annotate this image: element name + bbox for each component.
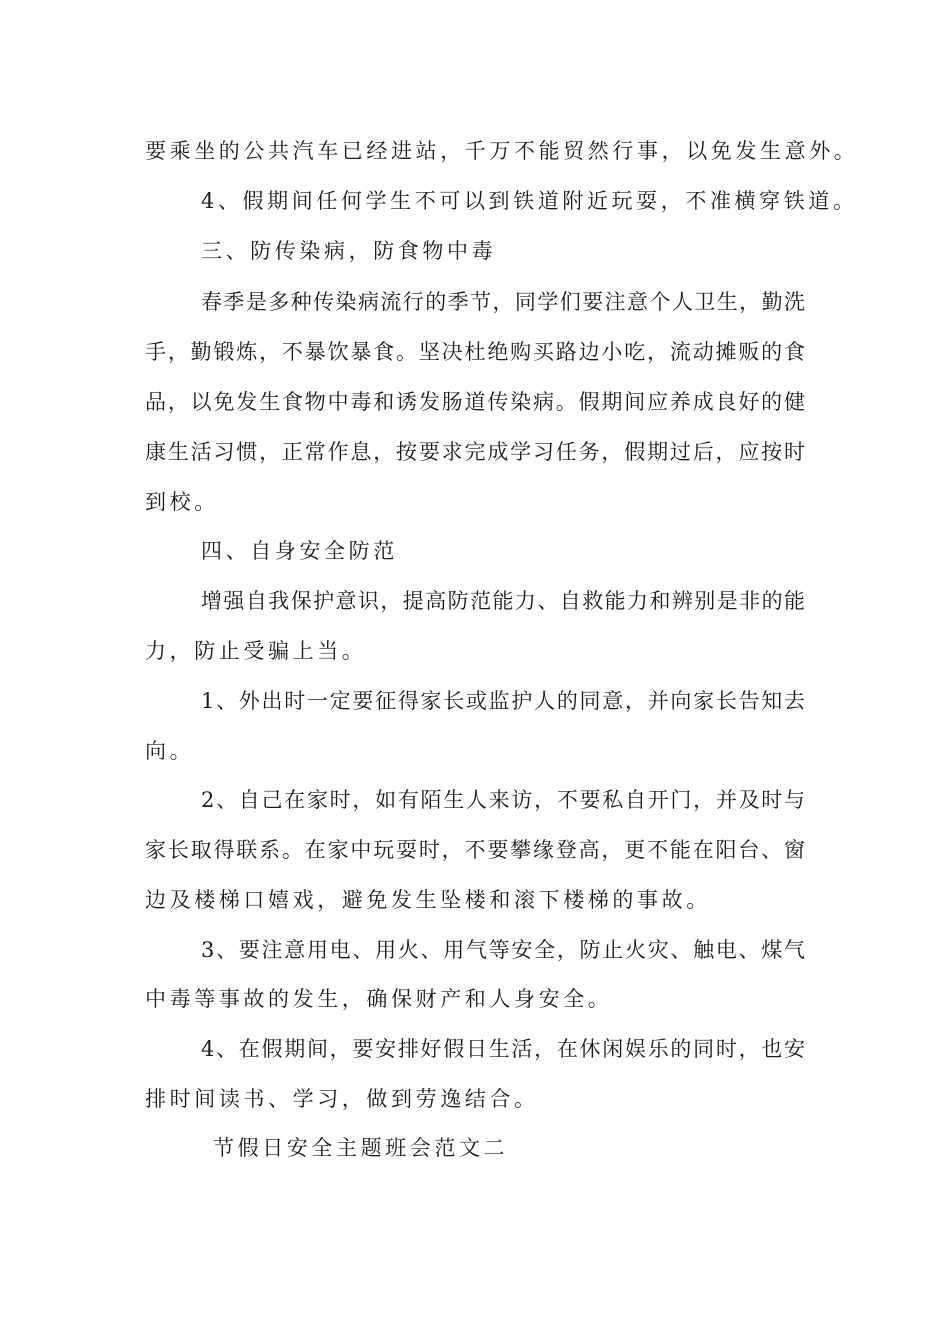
text-line: 力，防止受骗上当。 xyxy=(145,639,367,663)
text-line: 中毒等事故的发生，确保财产和人身安全。 xyxy=(145,987,613,1011)
text-line: 3、要注意用电、用火、用气等安全，防止火灾、触电、煤气 xyxy=(201,938,805,962)
document-title: 节假日安全主题班会范文二 xyxy=(213,1136,509,1160)
text-line: 家长取得联系。在家中玩耍时，不要攀缘登高，更不能在阳台、窗 xyxy=(145,838,805,862)
text-line: 要乘坐的公共汽车已经进站，千万不能贸然行事，以免发生意外。 xyxy=(145,139,859,163)
text-line: 边及楼梯口嬉戏，避免发生坠楼和滚下楼梯的事故。 xyxy=(145,888,711,912)
text-line: 增强自我保护意识，提高防范能力、自救能力和辨别是非的能 xyxy=(201,589,805,613)
text-line: 康生活习惯，正常作息，按要求完成学习任务，假期过后，应按时 xyxy=(145,440,805,464)
text-line: 手，勤锻炼，不暴饮暴食。坚决杜绝购买路边小吃，流动摊贩的食 xyxy=(145,340,805,364)
text-line: 排时间读书、学习，做到劳逸结合。 xyxy=(145,1087,539,1111)
text-line: 到校。 xyxy=(145,490,219,514)
text-line: 品，以免发生食物中毒和诱发肠道传染病。假期间应养成良好的健 xyxy=(145,390,805,414)
text-line: 4、假期间任何学生不可以到铁道附近玩耍，不准横穿铁道。 xyxy=(201,189,858,213)
text-line: 1、外出时一定要征得家长或监护人的同意，并向家长告知去 xyxy=(201,689,805,713)
section-heading: 三、防传染病，防食物中毒 xyxy=(201,239,497,263)
text-line: 2、自己在家时，如有陌生人来访，不要私自开门，并及时与 xyxy=(201,788,805,812)
text-line: 向。 xyxy=(145,739,195,763)
section-heading: 四、自身安全防范 xyxy=(201,539,398,563)
text-line: 4、在假期间，要安排好假日生活，在休闲娱乐的同时，也安 xyxy=(201,1037,805,1061)
text-line: 春季是多种传染病流行的季节，同学们要注意个人卫生，勤洗 xyxy=(201,290,805,314)
